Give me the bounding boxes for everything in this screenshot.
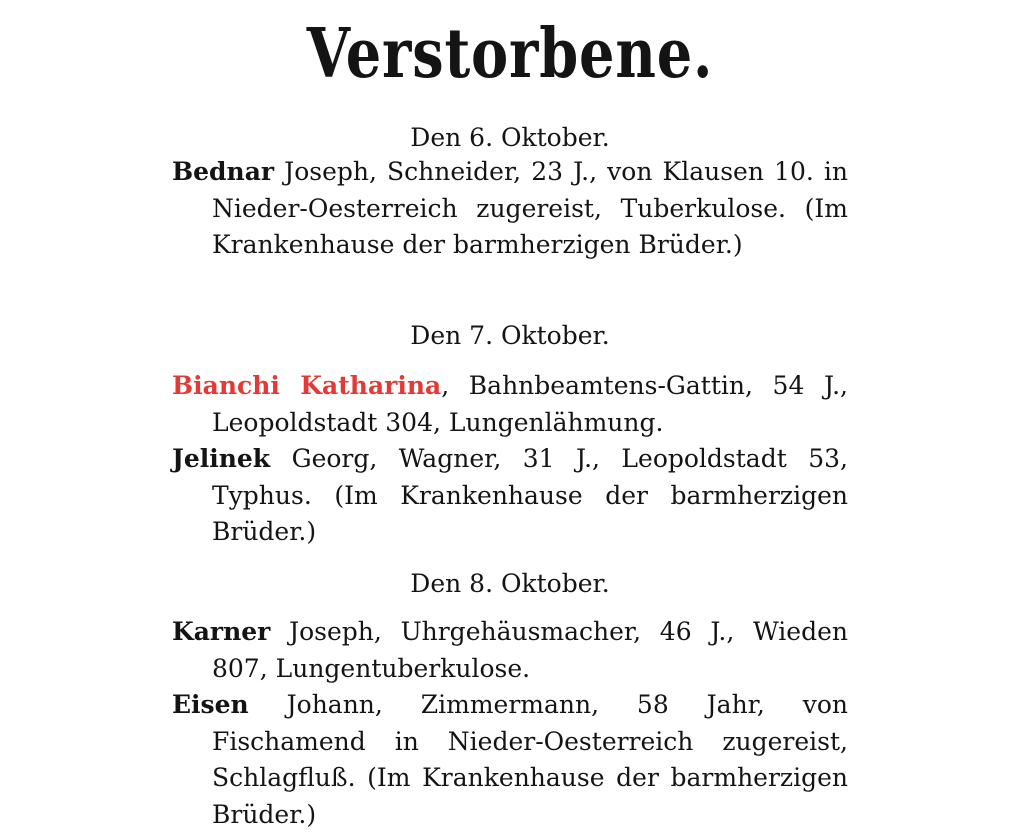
entry-bianchi	[172, 368, 848, 441]
entry-name: Karner	[172, 617, 271, 646]
entry-text: Georg, Wagner, 31 J., Leopoldstadt 53, Typhus. (Im Krankenhause der barmherzigen Brüder.)	[212, 444, 848, 546]
entry-name: Jelinek	[172, 444, 271, 473]
entry-text: Joseph, Uhrgehäusmacher, 46 J., Wieden 807, Lungentuberkulose.	[212, 617, 848, 683]
page-title: Verstorbene.	[306, 14, 714, 94]
entry-text: Johann, Zimmermann, 58 Jahr, von Fischamend in Nieder-Oesterreich zugereist, Schlagfluß. (Im Krankenhause der barmherzigen Brüder.)	[212, 690, 848, 829]
entry-text: , Bahnbeamtens-Gattin, 54 J., Leopoldstadt 304, Lungenlähmung.	[212, 371, 848, 437]
date-heading-1: Den 6. Oktober.	[410, 123, 610, 152]
date-heading-2: Den 7. Oktober.	[410, 321, 610, 350]
entry-name: Bednar	[172, 157, 275, 186]
highlighted-entry-name: Bianchi Katharina	[172, 371, 442, 400]
entry-name: Eisen	[172, 690, 249, 719]
entry-text: Joseph, Schneider, 23 J., von Klausen 10. in Nieder-Oesterreich zugereist, Tuberkulose. (Im Krankenhause der barmherzigen Brüder.)	[212, 157, 848, 259]
entry-bednar	[172, 154, 848, 264]
entry-karner	[172, 614, 848, 687]
entry-eisen	[172, 687, 848, 833]
entry-jelinek	[172, 441, 848, 551]
date-heading-3: Den 8. Oktober.	[410, 569, 610, 598]
obituary-column	[172, 0, 848, 840]
